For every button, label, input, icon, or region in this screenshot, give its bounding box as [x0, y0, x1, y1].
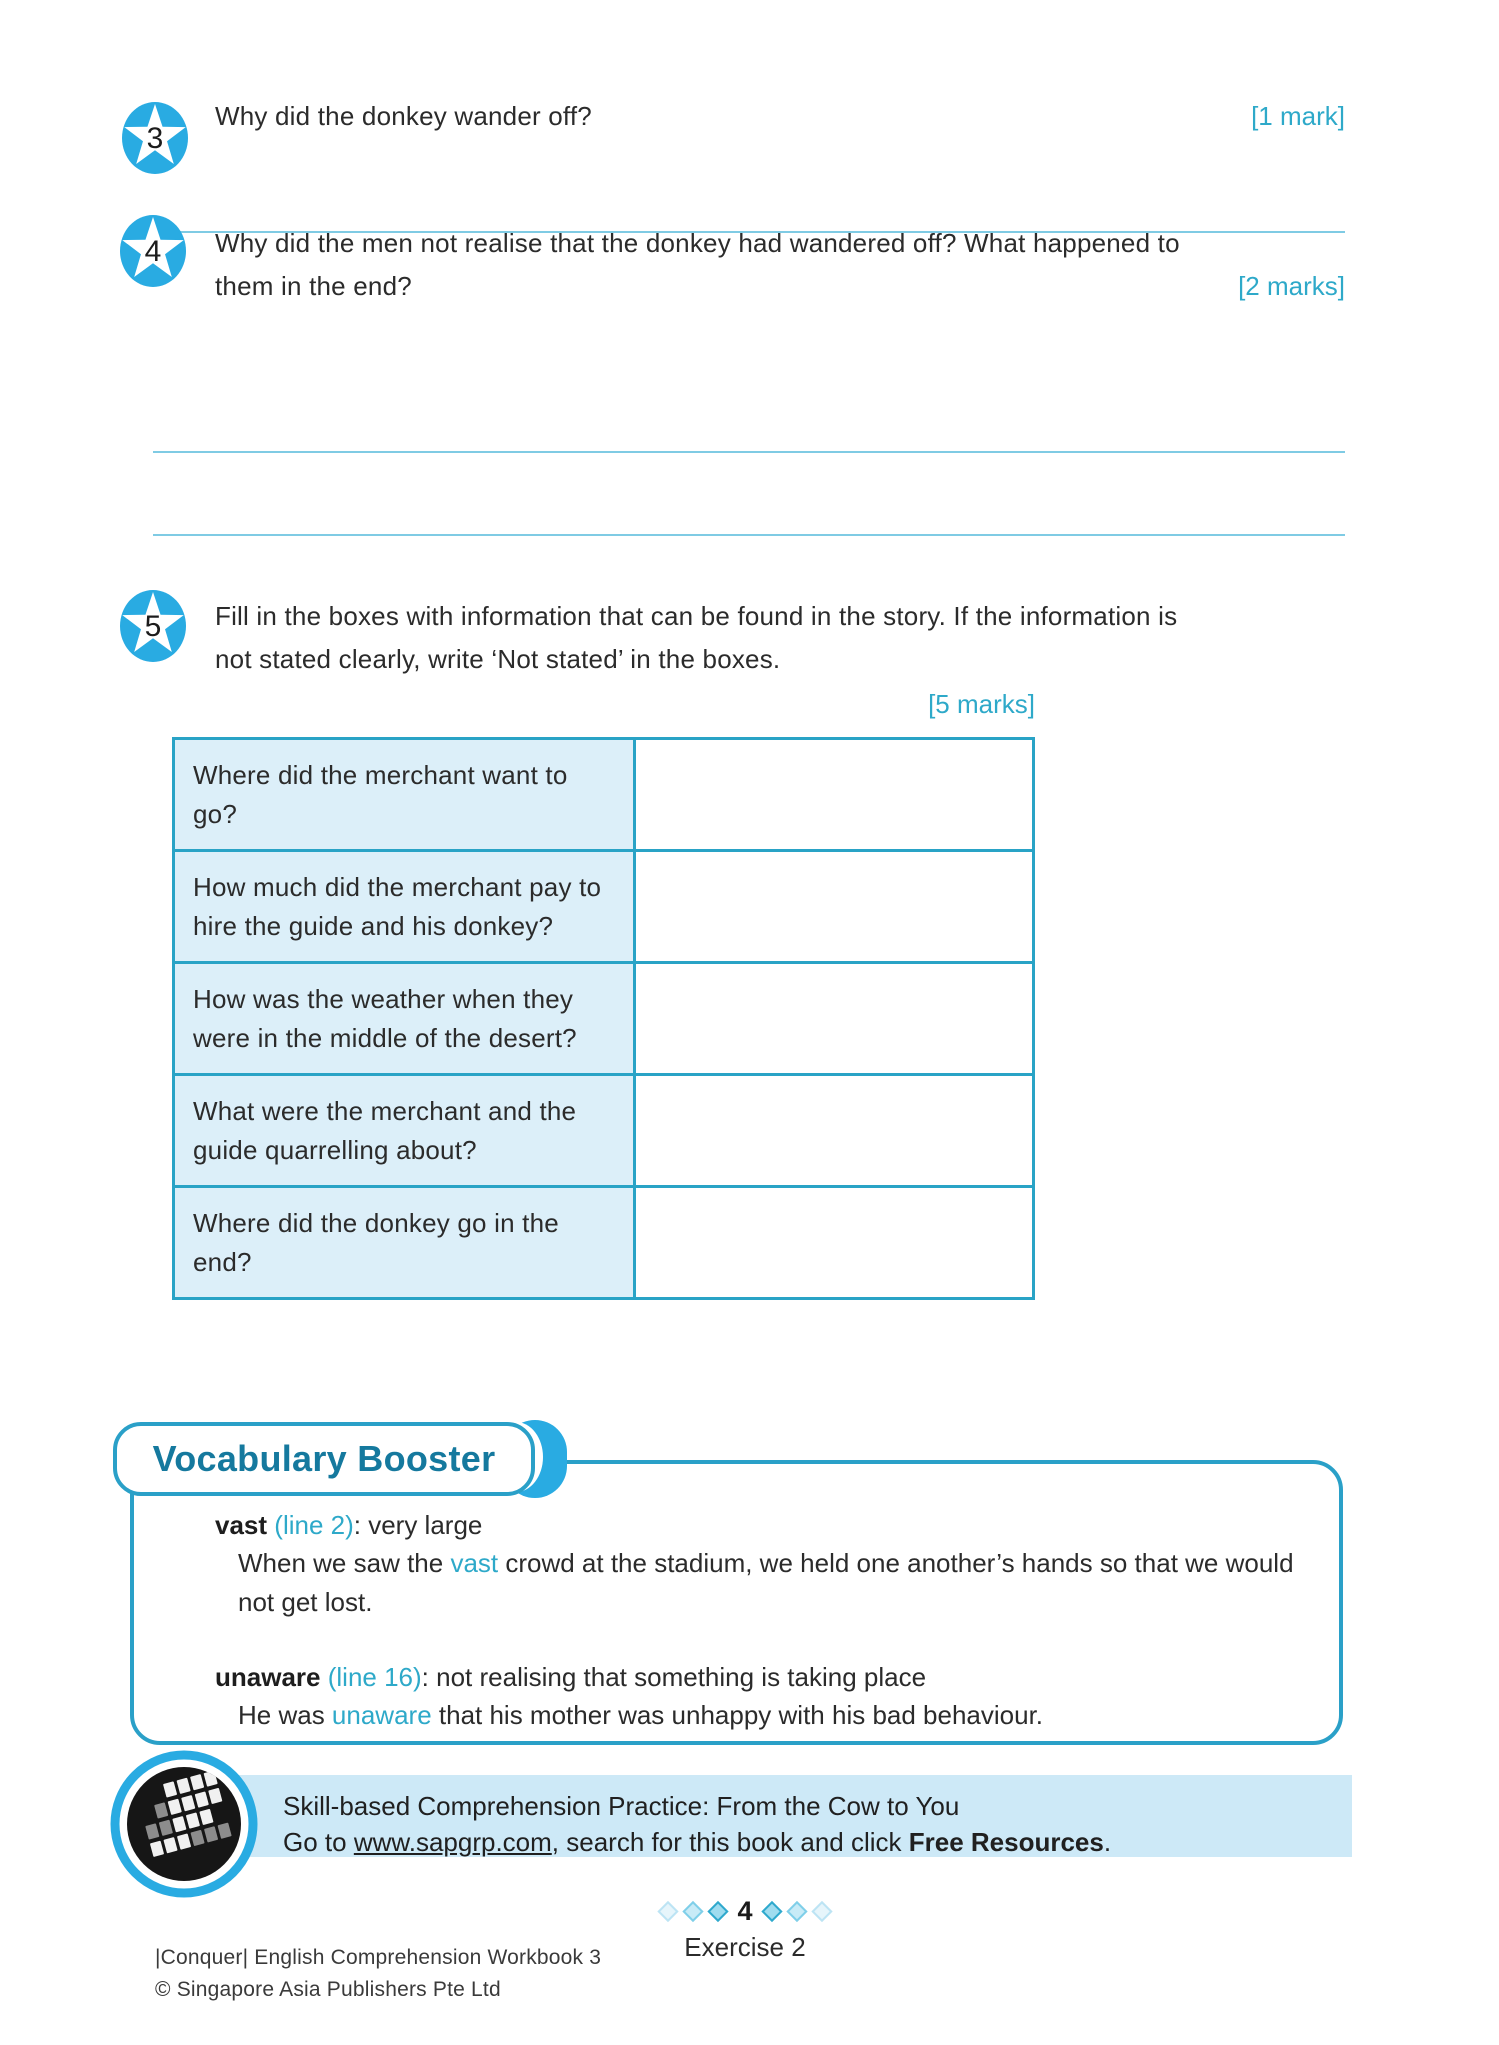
question-4-star-icon — [120, 215, 186, 287]
diamond-ornament — [786, 1901, 807, 1922]
banner-text: Go to — [283, 1827, 354, 1857]
answer-cell[interactable] — [635, 1187, 1034, 1299]
vocab-word: vast — [215, 1510, 268, 1540]
table-row — [174, 1075, 1034, 1187]
example-text: that his mother was unhappy with his bad behaviour. — [431, 1700, 1044, 1730]
answer-line-q4-1[interactable] — [153, 451, 1345, 453]
question-4-text: Why did the men not realise that the donkey had wandered off? What happened to them in the end? — [215, 228, 1180, 301]
vocabulary-booster-tab — [113, 1422, 561, 1496]
vocab-entry-unaware-headline — [215, 1658, 926, 1696]
example-highlight: unaware — [331, 1700, 432, 1730]
question-5-number: 5 — [144, 610, 162, 643]
banner-text: . — [1103, 1827, 1112, 1857]
example-text: He was — [238, 1700, 332, 1730]
table-prompt-cell: How was the weather when they were in the middle of the desert? — [174, 963, 635, 1075]
question-4-marks: [2 marks] — [1238, 271, 1345, 301]
exercise-label: Exercise 2 — [684, 1932, 806, 1962]
question-3-star-icon — [122, 102, 188, 174]
tab-pill — [113, 1422, 535, 1496]
story-info-table — [172, 737, 1035, 1300]
vocab-entry-vast-example — [238, 1544, 1316, 1622]
diamond-ornament — [682, 1901, 703, 1922]
vocab-definition: : very large — [353, 1510, 483, 1540]
example-highlight: vast — [450, 1548, 499, 1578]
table-row — [174, 963, 1034, 1075]
answer-cell[interactable] — [635, 1075, 1034, 1187]
answer-cell[interactable] — [635, 851, 1034, 963]
answer-cell[interactable] — [635, 739, 1034, 851]
banner-instruction-line — [283, 1824, 1111, 1860]
diamond-ornament — [707, 1901, 728, 1922]
vocab-line-ref: (line 2) — [274, 1510, 354, 1540]
vocab-entry-unaware-example — [238, 1696, 1316, 1735]
table-row — [174, 739, 1034, 851]
question-3-number: 3 — [146, 122, 164, 155]
table-prompt-cell: Where did the donkey go in the end? — [174, 1187, 635, 1299]
question-5-marks: [5 marks] — [928, 689, 1035, 719]
free-resources-label: Free Resources — [908, 1827, 1104, 1857]
vocabulary-booster-title: Vocabulary Booster — [152, 1438, 496, 1479]
example-text: crowd at the stadium, we held one another’s hands so that we would not get lost. — [238, 1548, 1294, 1617]
table-prompt-cell: What were the merchant and the guide quarrelling about? — [174, 1075, 635, 1187]
answer-cell[interactable] — [635, 963, 1034, 1075]
question-5-star-icon — [120, 590, 186, 662]
question-3-text: Why did the donkey wander off? — [215, 101, 592, 131]
copyright-line: © Singapore Asia Publishers Pte Ltd — [155, 1978, 501, 2001]
sap-logo-icon — [110, 1750, 258, 1898]
example-text: When we saw the — [238, 1548, 451, 1578]
table-prompt-cell: Where did the merchant want to go? — [174, 739, 635, 851]
table-prompt-cell: How much did the merchant pay to hire the guide and his donkey? — [174, 851, 635, 963]
diamond-ornament — [657, 1901, 678, 1922]
page-number-ornament-row — [655, 1896, 834, 1927]
sapgrp-link[interactable]: www.sapgrp.com — [353, 1827, 552, 1857]
vocab-line-ref: (line 16) — [327, 1662, 422, 1692]
answer-line-q4-2[interactable] — [153, 534, 1345, 536]
page-number: 4 — [737, 1896, 753, 1926]
vocab-definition: : not realising that something is taking place — [421, 1662, 927, 1692]
banner-title-line: Skill-based Comprehension Practice: From the Cow to You — [283, 1791, 960, 1821]
question-4-number: 4 — [144, 235, 162, 268]
diamond-ornament — [761, 1901, 782, 1922]
question-3-marks: [1 mark] — [1251, 101, 1345, 131]
question-5-text: Fill in the boxes with information that can be found in the story. If the information is not stated clearly, write ‘Not stated’ in the boxes. — [215, 601, 1178, 674]
diamond-ornament — [811, 1901, 832, 1922]
vocab-word: unaware — [215, 1662, 321, 1692]
banner-text: , search for this book and click — [551, 1827, 909, 1857]
table-row — [174, 851, 1034, 963]
vocab-entry-vast-headline — [215, 1506, 482, 1544]
table-row — [174, 1187, 1034, 1299]
book-title: |Conquer| English Comprehension Workbook 3 — [155, 1946, 602, 1969]
